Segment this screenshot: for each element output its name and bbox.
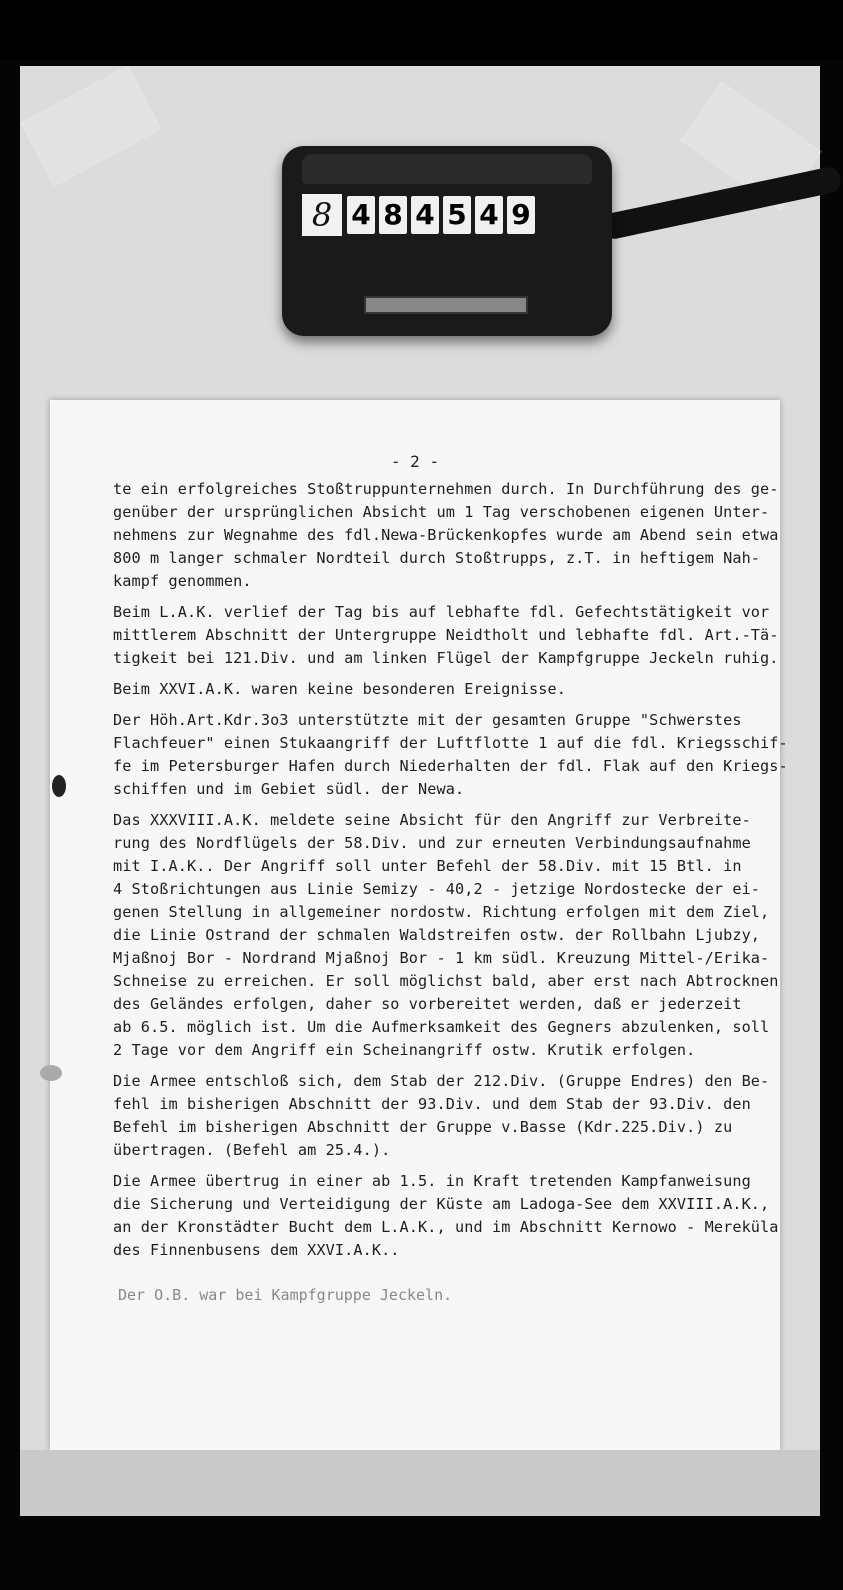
text-line: 4 Stoßrichtungen aus Linie Semizy - 40,2 - jetzige Nordostecke der ei- xyxy=(113,880,761,898)
text-line: des Finnenbusens dem XXVI.A.K.. xyxy=(113,1241,409,1259)
counter-digit: 9 xyxy=(507,196,535,234)
text-line: übertragen. (Befehl am 25.4.). xyxy=(113,1141,391,1159)
footnote: Der O.B. war bei Kampfgruppe Jeckeln. xyxy=(118,1286,453,1304)
paragraph xyxy=(113,478,781,593)
counter-slot xyxy=(364,296,528,314)
text-line: fe im Petersburger Hafen durch Niederhalten der fdl. Flak auf den Kriegs- xyxy=(113,757,788,775)
text-line: Beim L.A.K. verlief der Tag bis auf lebhafte fdl. Gefechtstätigkeit vor xyxy=(113,603,770,621)
text-line: nehmens zur Wegnahme des fdl.Newa-Brückenkopfes wurde am Abend sein etwa xyxy=(113,526,779,544)
paragraph xyxy=(113,1070,781,1162)
counter-digit: 8 xyxy=(379,196,407,234)
text-line: 800 m langer schmaler Nordteil durch Stoßtrupps, z.T. in heftigem Nah- xyxy=(113,549,761,567)
punch-hole xyxy=(40,1065,62,1081)
counter-label: 8 xyxy=(302,194,342,236)
board-bottom xyxy=(20,1450,820,1516)
text-line: die Linie Ostrand der schmalen Waldstreifen ostw. der Rollbahn Ljubzy, xyxy=(113,926,761,944)
film-edge xyxy=(0,0,843,60)
text-line: Beim XXVI.A.K. waren keine besonderen Ereignisse. xyxy=(113,680,566,698)
page-number: - 2 - xyxy=(390,452,440,471)
text-line: te ein erfolgreiches Stoßtruppunternehmen durch. In Durchführung des ge- xyxy=(113,480,779,498)
counter-digit: 4 xyxy=(347,196,375,234)
text-line: 2 Tage vor dem Angriff ein Scheinangriff ostw. Krutik erfolgen. xyxy=(113,1041,696,1059)
text-line: Flachfeuer" einen Stukaangriff der Luftflotte 1 auf die fdl. Kriegsschif- xyxy=(113,734,788,752)
punch-hole xyxy=(52,775,66,797)
document-body xyxy=(113,478,788,1270)
paragraph xyxy=(113,709,788,801)
frame-counter xyxy=(282,146,612,336)
text-line: Das XXXVIII.A.K. meldete seine Absicht für den Angriff zur Verbreite- xyxy=(113,811,751,829)
text-line: an der Kronstädter Bucht dem L.A.K., und im Abschnitt Kernowo - Mereküla xyxy=(113,1218,779,1236)
text-line: tigkeit bei 121.Div. und am linken Flügel der Kampfgruppe Jeckeln ruhig. xyxy=(113,649,779,667)
text-line: genüber der ursprünglichen Absicht um 1 Tag verschobenen eigenen Unter- xyxy=(113,503,770,521)
paragraph xyxy=(113,1170,781,1262)
text-line: des Geländes erfolgen, daher so vorbereitet werden, daß er jederzeit xyxy=(113,995,742,1013)
text-line: rung des Nordflügels der 58.Div. und zur erneuten Verbindungsaufnahme xyxy=(113,834,751,852)
counter-digit: 4 xyxy=(475,196,503,234)
paragraph xyxy=(113,678,781,701)
text-line: fehl im bisherigen Abschnitt der 93.Div. und dem Stab der 93.Div. den xyxy=(113,1095,751,1113)
text-line: kampf genommen. xyxy=(113,572,252,590)
text-line: mittlerem Abschnitt der Untergruppe Neidtholt und lebhafte fdl. Art.-Tä- xyxy=(113,626,779,644)
text-line: mit I.A.K.. Der Angriff soll unter Befehl der 58.Div. mit 15 Btl. in xyxy=(113,857,742,875)
text-line: Die Armee entschloß sich, dem Stab der 212.Div. (Gruppe Endres) den Be- xyxy=(113,1072,770,1090)
paragraph xyxy=(113,601,781,670)
text-line: Die Armee übertrug in einer ab 1.5. in Kraft tretenden Kampfanweisung xyxy=(113,1172,751,1190)
text-line: Mjaßnoj Bor - Nordrand Mjaßnoj Bor - 1 km südl. Kreuzung Mittel-/Erika- xyxy=(113,949,770,967)
paragraph xyxy=(113,809,781,1062)
text-line: genen Stellung in allgemeiner nordostw. Richtung erfolgen mit dem Ziel, xyxy=(113,903,770,921)
text-line: die Sicherung und Verteidigung der Küste am Ladoga-See dem XXVIII.A.K., xyxy=(113,1195,770,1213)
text-line: Der Höh.Art.Kdr.3o3 unterstützte mit der gesamten Gruppe "Schwerstes xyxy=(113,711,742,729)
counter-digits xyxy=(347,196,535,234)
counter-digit: 5 xyxy=(443,196,471,234)
counter-housing-top xyxy=(302,154,592,184)
text-line: Schneise zu erreichen. Er soll möglichst bald, aber erst nach Abtrocknen xyxy=(113,972,779,990)
text-line: Befehl im bisherigen Abschnitt der Gruppe v.Basse (Kdr.225.Div.) zu xyxy=(113,1118,733,1136)
text-line: schiffen und im Gebiet südl. der Newa. xyxy=(113,780,465,798)
text-line: ab 6.5. möglich ist. Um die Aufmerksamkeit des Gegners abzulenken, soll xyxy=(113,1018,770,1036)
counter-digit: 4 xyxy=(411,196,439,234)
